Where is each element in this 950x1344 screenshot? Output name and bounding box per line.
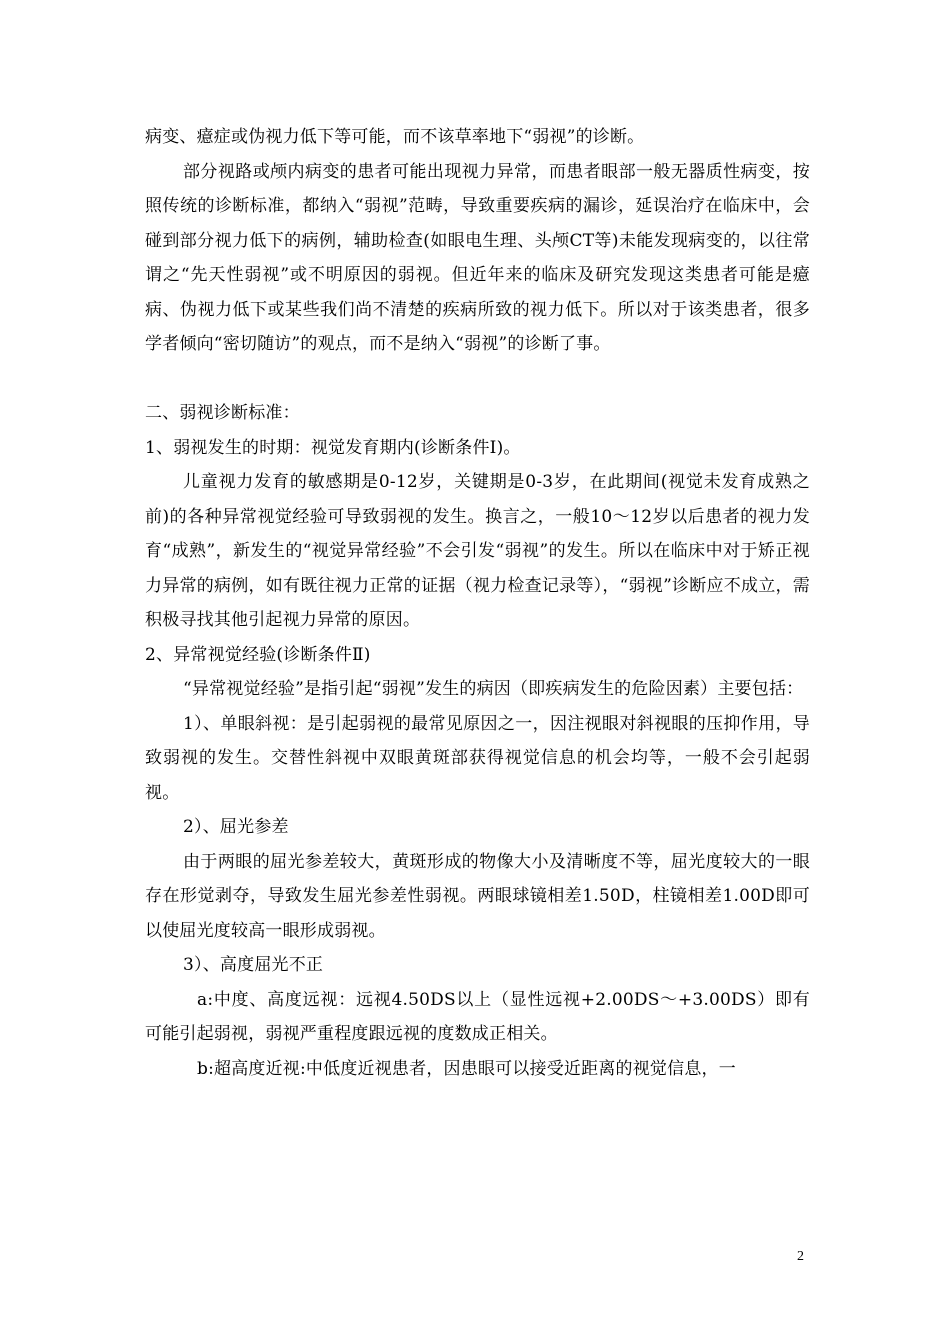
blank-line [145,362,810,397]
paragraph-abnormal-experience: “异常视觉经验”是指引起“弱视”发生的病因（即疾病发生的危险因素）主要包括： [183,679,804,699]
paragraph-myopia: b:超高度近视:中低度近视患者，因患眼可以接受近距离的视觉信息，一 [197,1058,736,1079]
paragraph-visual-pathway: 部分视路或颅内病变的患者可能出现视力异常，而患者眼部一般无器质性病变，按照传统的诊断标准，都纳入“弱视”范畴，导致重要疾病的漏诊，延误治疗在临床中，会碰到部分视力低下的病例，辅助检查(如眼电生理、头颅CT等)未能发现病变的，以往常谓之“先天性弱视”或不明原因的弱视。但近年来的临床及研究发现这类患者可能是癔病、伪视力低下或某些我们尚不清楚的疾病所致的视力低下。所以对于该类患者，很多学者倾向“密切随访”的观点，而不是纳入“弱视”的诊断了事。 [145,161,810,354]
paragraph-anisometropia: 由于两眼的屈光参差较大，黄斑形成的物像大小及清晰度不等，屈光度较大的一眼存在形觉剥夺，导致发生屈光参差性弱视。两眼球镜相差1.50D，柱镜相差1.00D即可以使屈光度较高一眼形成弱视。 [145,851,810,941]
paragraph-strabismus: 1）、单眼斜视：是引起弱视的最常见原因之一，因注视眼对斜视眼的压抑作用，导致弱视的发生。交替性斜视中双眼黄斑部获得视觉信息的机会均等，一般不会引起弱视。 [145,713,810,803]
section-heading-diagnostic-criteria: 二、弱视诊断标准： [145,403,300,423]
subheading-condition-2: 2、异常视觉经验(诊断条件Ⅱ) [145,644,371,665]
subheading-condition-1: 1、弱视发生的时期：视觉发育期内(诊断条件Ⅰ)。 [145,437,521,458]
page-number: 2 [797,1249,804,1264]
paragraph-sensitive-period: 儿童视力发育的敏感期是0-12岁，关键期是0-3岁，在此期间(视觉未发育成熟之前)的各种异常视觉经验可导致弱视的发生。换言之，一般10～12岁以后患者的视力发育“成熟”，新发生的“视觉异常经验”不会引发“弱视”的发生。所以在临床中对于矫正视力异常的病例，如有既往视力正常的证据（视力检查记录等），“弱视”诊断应不成立，需积极寻找其他引起视力异常的原因。 [145,472,810,630]
document-body [145,120,810,1086]
subheading-anisometropia: 2）、屈光参差 [183,817,289,837]
paragraph-continuation: 病变、癔症或伪视力低下等可能，而不该草率地下“弱视”的诊断。 [145,127,645,147]
subheading-high-refractive-error: 3）、高度屈光不正 [183,955,324,975]
paragraph-hyperopia: a:中度、高度远视：远视4.50DS以上（显性远视+2.00DS～+3.00DS）即有可能引起弱视，弱视严重程度跟远视的度数成正相关。 [145,989,810,1044]
